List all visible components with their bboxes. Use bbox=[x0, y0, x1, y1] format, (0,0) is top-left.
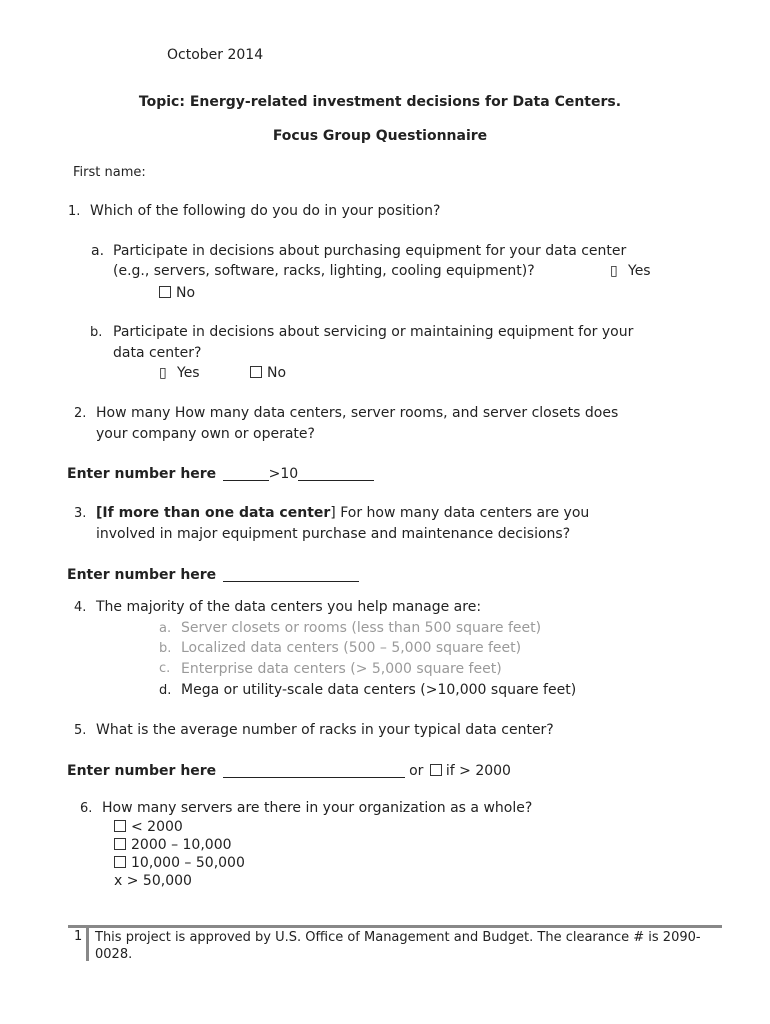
q6-text: How many servers are there in your organization as a whole? bbox=[102, 800, 533, 816]
q6-option-1[interactable] bbox=[114, 819, 183, 835]
q1b-no-label: No bbox=[267, 365, 287, 381]
q5-answer-row bbox=[67, 762, 511, 779]
q4-option-marker: c. bbox=[159, 661, 171, 676]
q5-enter-label: Enter number here bbox=[67, 763, 217, 779]
q1a-yes-label: Yes bbox=[628, 263, 651, 279]
q1a-line1: Participate in decisions about purchasing equipment for your data center bbox=[113, 243, 627, 259]
q4-option-marker: a. bbox=[159, 621, 172, 636]
q2-enter-label: Enter number here bbox=[67, 466, 217, 482]
checkbox-icon bbox=[159, 286, 171, 298]
q1-text: Which of the following do you do in your position? bbox=[90, 203, 441, 219]
q4-option-d[interactable]: Mega or utility-scale data centers (>10,000 square feet) bbox=[181, 682, 577, 698]
q5-number: 5. bbox=[74, 723, 87, 738]
checkbox-icon bbox=[114, 820, 126, 832]
q1a-no-option[interactable] bbox=[159, 285, 195, 301]
q4-option-marker: d. bbox=[159, 683, 172, 698]
q1b-line2: data center? bbox=[113, 345, 202, 361]
q6-option-label: 10,000 – 50,000 bbox=[131, 855, 245, 871]
q1b-yes-label: Yes bbox=[177, 365, 200, 381]
q5-or-text: or bbox=[409, 763, 424, 779]
q2-answer-row bbox=[67, 465, 374, 482]
document-date: October 2014 bbox=[167, 47, 264, 63]
q3-answer-line[interactable] bbox=[223, 566, 359, 582]
q2-answer-value[interactable]: >10 bbox=[268, 466, 299, 482]
q2-number: 2. bbox=[74, 406, 87, 421]
q3-condition: [If more than one data center bbox=[96, 505, 331, 521]
q4-option-marker: b. bbox=[159, 641, 172, 656]
q1a-no-label: No bbox=[176, 285, 196, 301]
checkbox-icon[interactable] bbox=[430, 764, 442, 776]
document-subtitle: Focus Group Questionnaire bbox=[272, 128, 488, 144]
selected-marker: x bbox=[114, 873, 123, 889]
q3-line1 bbox=[96, 505, 589, 521]
q1a-line2: (e.g., servers, software, racks, lighting, cooling equipment)? bbox=[113, 263, 535, 279]
q5-answer-line[interactable] bbox=[223, 762, 405, 778]
q6-option-2[interactable] bbox=[114, 837, 232, 853]
q2-answer-line[interactable] bbox=[298, 465, 374, 481]
q3-line2: involved in major equipment purchase and maintenance decisions? bbox=[96, 526, 571, 542]
q2-line1: How many How many data centers, server rooms, and server closets does bbox=[96, 405, 619, 421]
document-topic: Topic: Energy-related investment decisions for Data Centers. bbox=[138, 94, 622, 110]
q6-option-3[interactable] bbox=[114, 855, 245, 871]
q4-number: 4. bbox=[74, 600, 87, 615]
q2-blank-line[interactable] bbox=[223, 465, 269, 481]
checkbox-icon bbox=[250, 366, 262, 378]
footer-separator bbox=[86, 927, 89, 961]
q2-line2: your company own or operate? bbox=[96, 426, 315, 442]
q4-text: The majority of the data centers you help manage are: bbox=[96, 599, 482, 615]
q4-option-a[interactable]: Server closets or rooms (less than 500 square feet) bbox=[181, 620, 542, 636]
q1a-yes-option[interactable] bbox=[610, 263, 651, 279]
q5-if-text: if > 2000 bbox=[445, 763, 511, 779]
checkbox-icon bbox=[114, 838, 126, 850]
checkbox-icon bbox=[114, 856, 126, 868]
q1-number: 1. bbox=[68, 204, 81, 219]
q6-option-4[interactable] bbox=[114, 873, 192, 889]
checkbox-glyph-icon: ▯ bbox=[610, 263, 618, 279]
q6-number: 6. bbox=[80, 801, 93, 816]
checkbox-glyph-icon: ▯ bbox=[159, 365, 167, 381]
footnote-text: This project is approved by U.S. Office of Management and Budget. The clearance # is 2090-0028. bbox=[95, 930, 701, 962]
q3-number: 3. bbox=[74, 506, 87, 521]
q1b-marker: b. bbox=[90, 325, 103, 340]
q6-option-label: < 2000 bbox=[131, 819, 183, 835]
q1b-no-option[interactable] bbox=[250, 365, 286, 381]
q1b-yes-option[interactable] bbox=[159, 365, 200, 381]
q3-enter-label: Enter number here bbox=[67, 567, 217, 583]
q4-option-b[interactable]: Localized data centers (500 – 5,000 square feet) bbox=[181, 640, 522, 656]
q4-option-c[interactable]: Enterprise data centers (> 5,000 square feet) bbox=[181, 661, 502, 677]
q3-line1-rest: ] For how many data centers are you bbox=[330, 505, 590, 521]
q1b-line1: Participate in decisions about servicing or maintaining equipment for your bbox=[113, 324, 634, 340]
q3-answer-row bbox=[67, 566, 359, 583]
q5-text: What is the average number of racks in your typical data center? bbox=[96, 722, 554, 738]
q6-option-label: 2000 – 10,000 bbox=[131, 837, 232, 853]
footer-rule bbox=[68, 925, 722, 928]
first-name-label: First name: bbox=[73, 165, 146, 180]
q1a-marker: a. bbox=[91, 243, 105, 259]
footnote-number: 1 bbox=[74, 929, 83, 944]
q6-option-label: > 50,000 bbox=[126, 873, 192, 889]
